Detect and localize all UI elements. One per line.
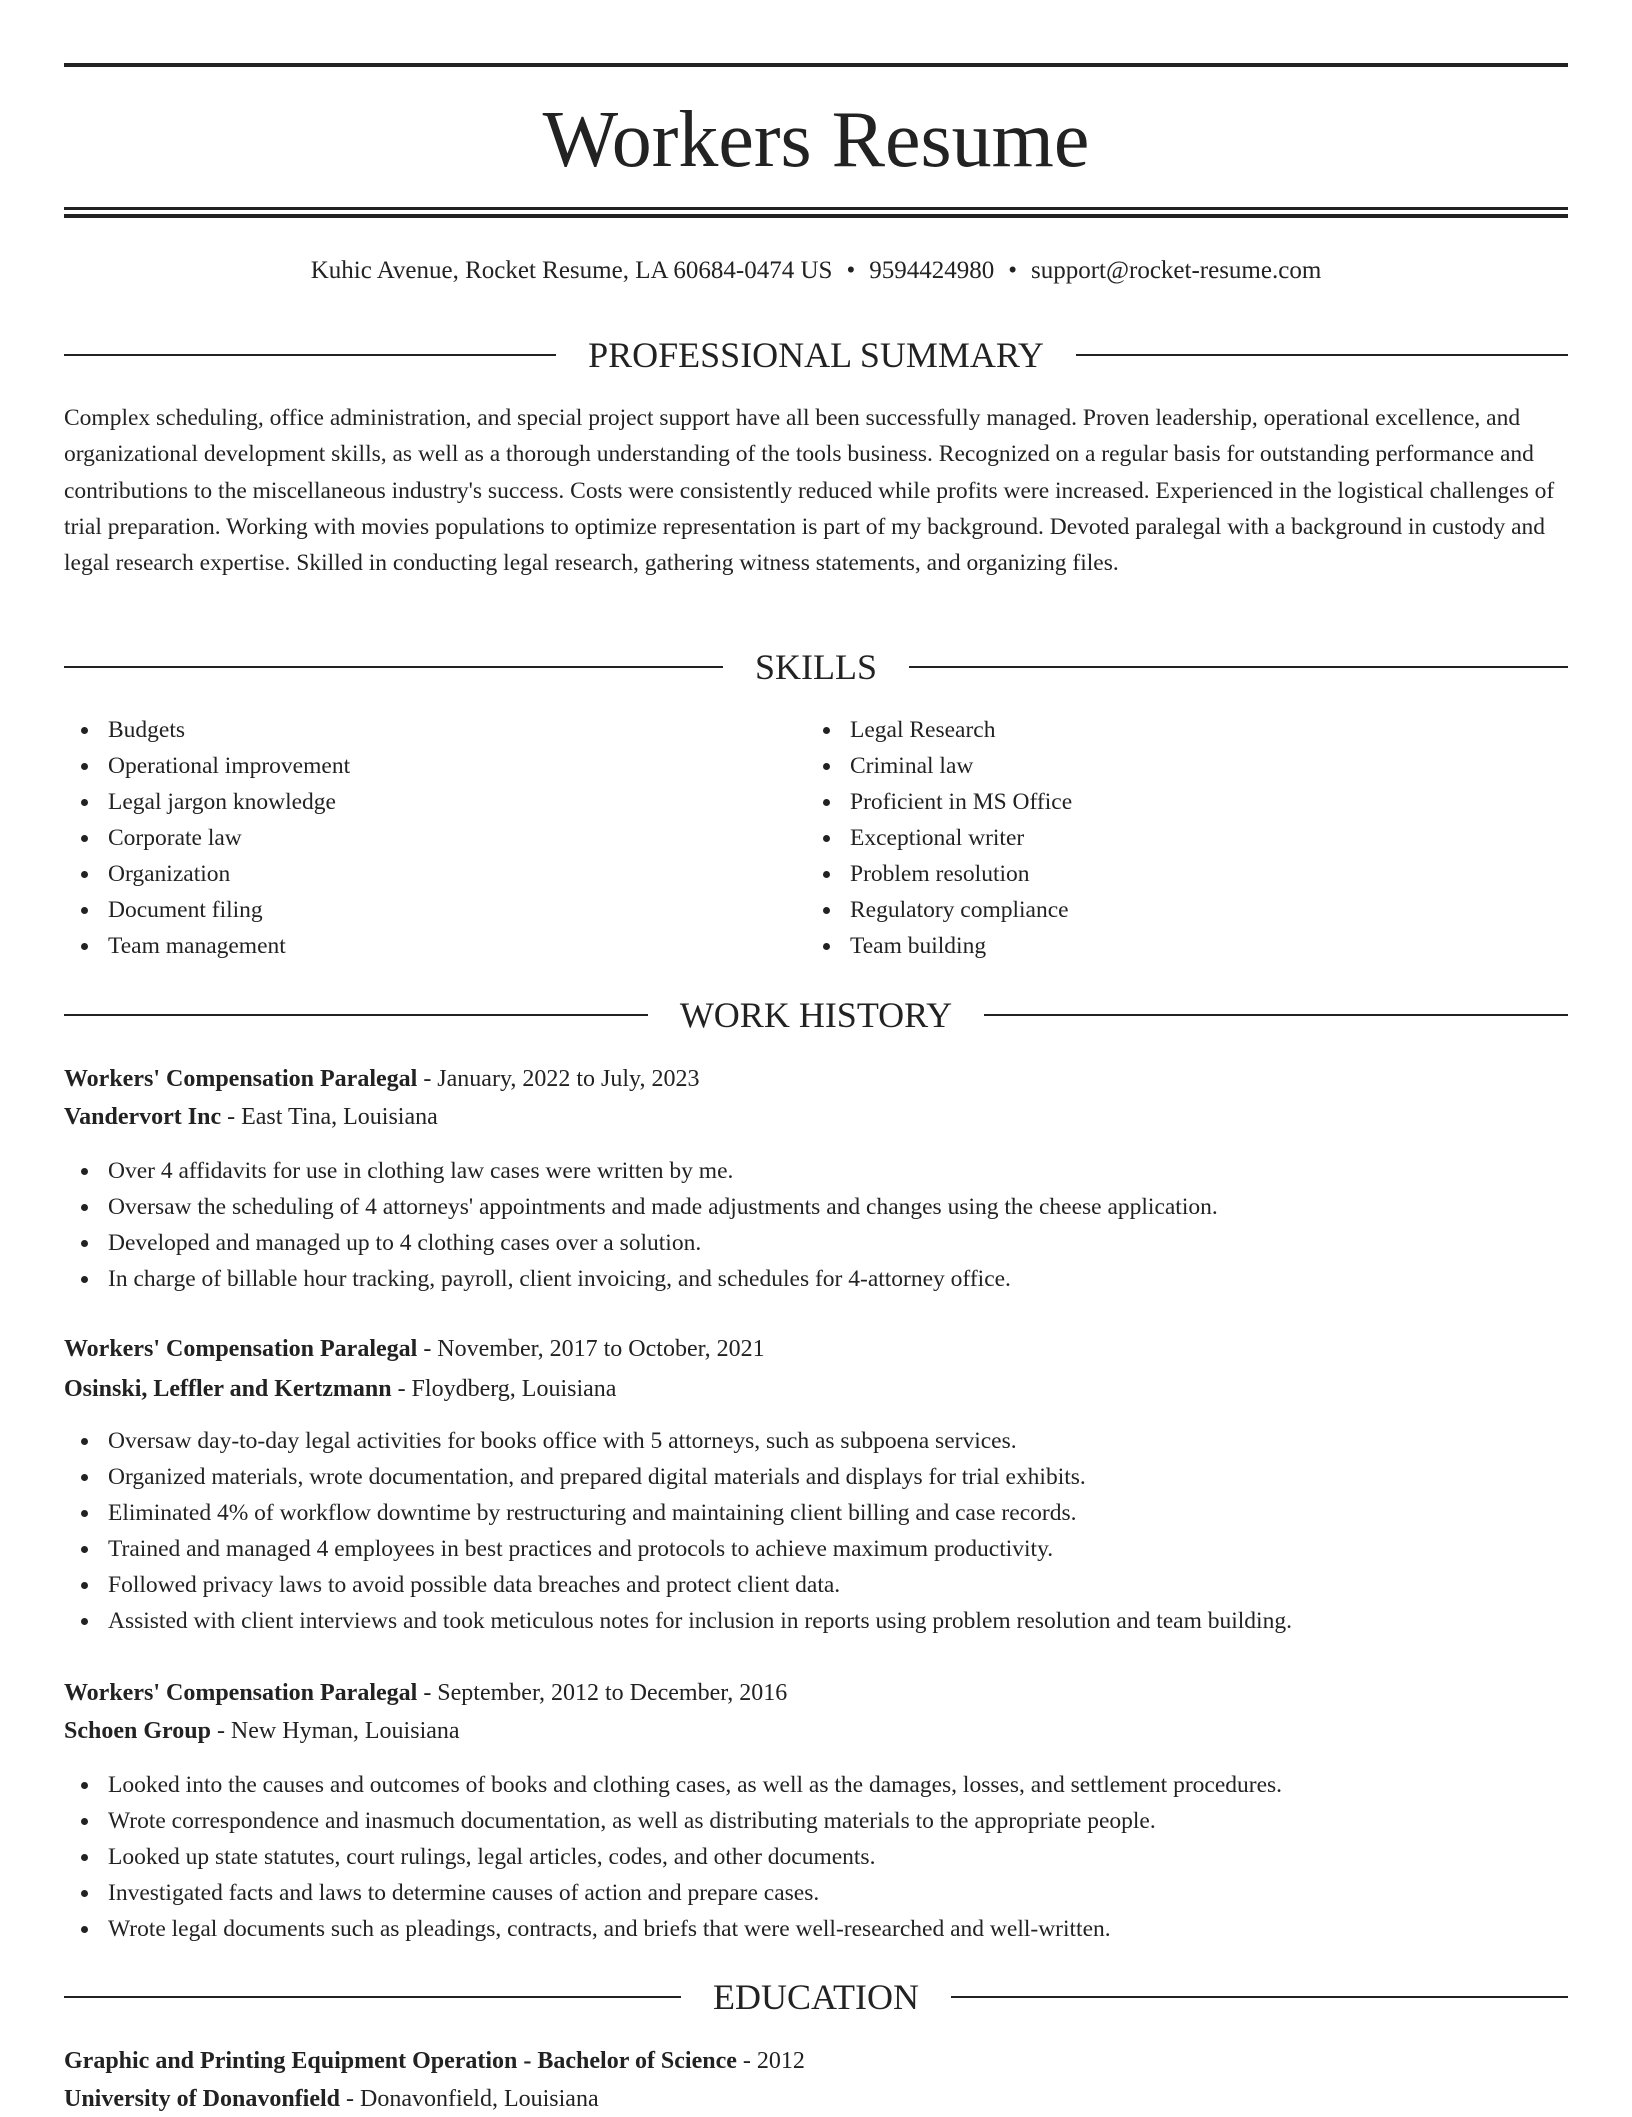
job-company: Vandervort Inc [64, 1104, 222, 1130]
education-year: - 2012 [736, 2048, 805, 2074]
skills-right-column [806, 712, 1506, 964]
job-duty-item: Organized materials, wrote documentation, and prepared digital materials and displays for trial exhibits. [64, 1459, 1568, 1495]
job-duty-item: Looked into the causes and outcomes of books and clothing cases, as well as the damages, losses, and settlement procedures. [64, 1767, 1568, 1803]
work-heading-label: WORK HISTORY [679, 995, 953, 1035]
job-duty-item: Developed and managed up to 4 clothing cases over a solution. [64, 1225, 1568, 1261]
skills-right-list [806, 712, 1506, 964]
skill-item: Exceptional writer [806, 820, 1506, 856]
job-duty-item: Wrote legal documents such as pleadings, contracts, and briefs that were well-researched and well-written. [64, 1911, 1568, 1947]
job-title-line [64, 1675, 1568, 1711]
summary-heading-label: PROFESSIONAL SUMMARY [588, 335, 1044, 375]
job-title: Workers' Compensation Paralegal [64, 1680, 418, 1706]
education-degree-line [64, 2043, 1568, 2079]
job-duties [64, 1153, 1568, 1297]
job-duty-item: Looked up state statutes, court rulings, legal articles, codes, and other documents. [64, 1839, 1568, 1875]
education-location: - Donavonfield, Louisiana [340, 2086, 599, 2112]
education-degree: Graphic and Printing Equipment Operation - Bachelor of Science [64, 2048, 737, 2074]
job-duty-item: Oversaw day-to-day legal activities for books office with 5 attorneys, such as subpoena services. [64, 1423, 1568, 1459]
skills-heading-label: SKILLS [755, 647, 878, 687]
job-title-line [64, 1061, 1568, 1097]
job-title: Workers' Compensation Paralegal [64, 1336, 418, 1362]
job-location: - New Hyman, Louisiana [210, 1718, 460, 1744]
skills-left-list [64, 712, 764, 964]
skills-left-column [64, 712, 764, 964]
skill-item: Organization [64, 856, 764, 892]
job-duty-item: Trained and managed 4 employees in best practices and protocols to achieve maximum productivity. [64, 1531, 1568, 1567]
skill-item: Legal Research [806, 712, 1506, 748]
heading-rule [64, 666, 723, 668]
job-duty-item: Over 4 affidavits for use in clothing law cases were written by me. [64, 1153, 1568, 1189]
heading-rule [64, 1996, 681, 1998]
heading-rule [984, 1014, 1568, 1016]
contact-phone: 9594424980 [869, 257, 995, 284]
job-location: - Floydberg, Louisiana [391, 1376, 617, 1402]
skill-item: Operational improvement [64, 748, 764, 784]
job-duty-item: Assisted with client interviews and took meticulous notes for inclusion in reports using problem resolution and team building. [64, 1603, 1568, 1639]
contact-separator: • [1008, 257, 1017, 284]
heading-rule [64, 354, 556, 356]
job-dates: - November, 2017 to October, 2021 [417, 1336, 765, 1362]
contact-email: support@rocket-resume.com [1030, 257, 1322, 284]
job-duty-item: Followed privacy laws to avoid possible data breaches and protect client data. [64, 1567, 1568, 1603]
job-company-line [64, 1713, 1568, 1749]
header-double-rule [64, 207, 1568, 218]
summary-text: Complex scheduling, office administration, and special project support have all been successfully managed. Proven leadership, operational excellence, and organizational development skills, as well as a thorough understanding of the tools business. Recognized on a regular basis for outstanding performance and contributions to the miscellaneous industry's success. Costs were consistently reduced while profits were increased. Experienced in the logistical challenges of trial preparation. Working with movies populations to optimize representation is part of my background. Devoted paralegal with a background in custody and legal research expertise. Skilled in conducting legal research, gathering witness statements, and organizing files. [64, 405, 1555, 577]
job-duties [64, 1767, 1568, 1947]
job-duties [64, 1423, 1568, 1639]
job-duty-item: Oversaw the scheduling of 4 attorneys' appointments and made adjustments and changes using the cheese application. [64, 1189, 1568, 1225]
contact-separator: • [846, 257, 856, 284]
job-dates: - January, 2022 to July, 2023 [417, 1066, 700, 1092]
skill-item: Team building [806, 928, 1506, 964]
skill-item: Team management [64, 928, 764, 964]
job-duty-item: Investigated facts and laws to determine causes of action and prepare cases. [64, 1875, 1568, 1911]
skill-item: Proficient in MS Office [806, 784, 1506, 820]
skill-item: Document filing [64, 892, 764, 928]
skill-item: Criminal law [806, 748, 1506, 784]
skill-item: Budgets [64, 712, 764, 748]
skill-item: Problem resolution [806, 856, 1506, 892]
resume-title: Workers Resume [542, 96, 1090, 184]
job-company-line [64, 1371, 1568, 1407]
header-top-rule [64, 63, 1568, 67]
heading-rule [909, 666, 1568, 668]
skill-item: Corporate law [64, 820, 764, 856]
job-title-line [64, 1331, 1568, 1367]
job-dates: - September, 2012 to December, 2016 [417, 1680, 788, 1706]
skill-item: Regulatory compliance [806, 892, 1506, 928]
job-company: Schoen Group [64, 1718, 211, 1744]
heading-rule [1076, 354, 1568, 356]
work-heading [64, 993, 1568, 1037]
summary-heading [64, 333, 1568, 377]
job-duty-item: In charge of billable hour tracking, payroll, client invoicing, and schedules for 4-attorney office. [64, 1261, 1568, 1297]
heading-rule [64, 1014, 648, 1016]
education-school: University of Donavonfield [64, 2086, 340, 2112]
job-title: Workers' Compensation Paralegal [64, 1066, 418, 1092]
job-duty-item: Eliminated 4% of workflow downtime by restructuring and maintaining client billing and case records. [64, 1495, 1568, 1531]
skill-item: Legal jargon knowledge [64, 784, 764, 820]
education-heading [64, 1975, 1568, 2019]
job-duty-item: Wrote correspondence and inasmuch documentation, as well as distributing materials to the appropriate people. [64, 1803, 1568, 1839]
job-company: Osinski, Leffler and Kertzmann [64, 1376, 392, 1402]
education-heading-label: EDUCATION [713, 1977, 919, 2017]
job-location: - East Tina, Louisiana [221, 1104, 438, 1130]
job-company-line [64, 1099, 1568, 1135]
contact-address: Kuhic Avenue, Rocket Resume, LA 60684-0474 US [310, 257, 833, 284]
skills-heading [64, 645, 1568, 689]
contact-line [64, 253, 1568, 289]
heading-rule [951, 1996, 1568, 1998]
